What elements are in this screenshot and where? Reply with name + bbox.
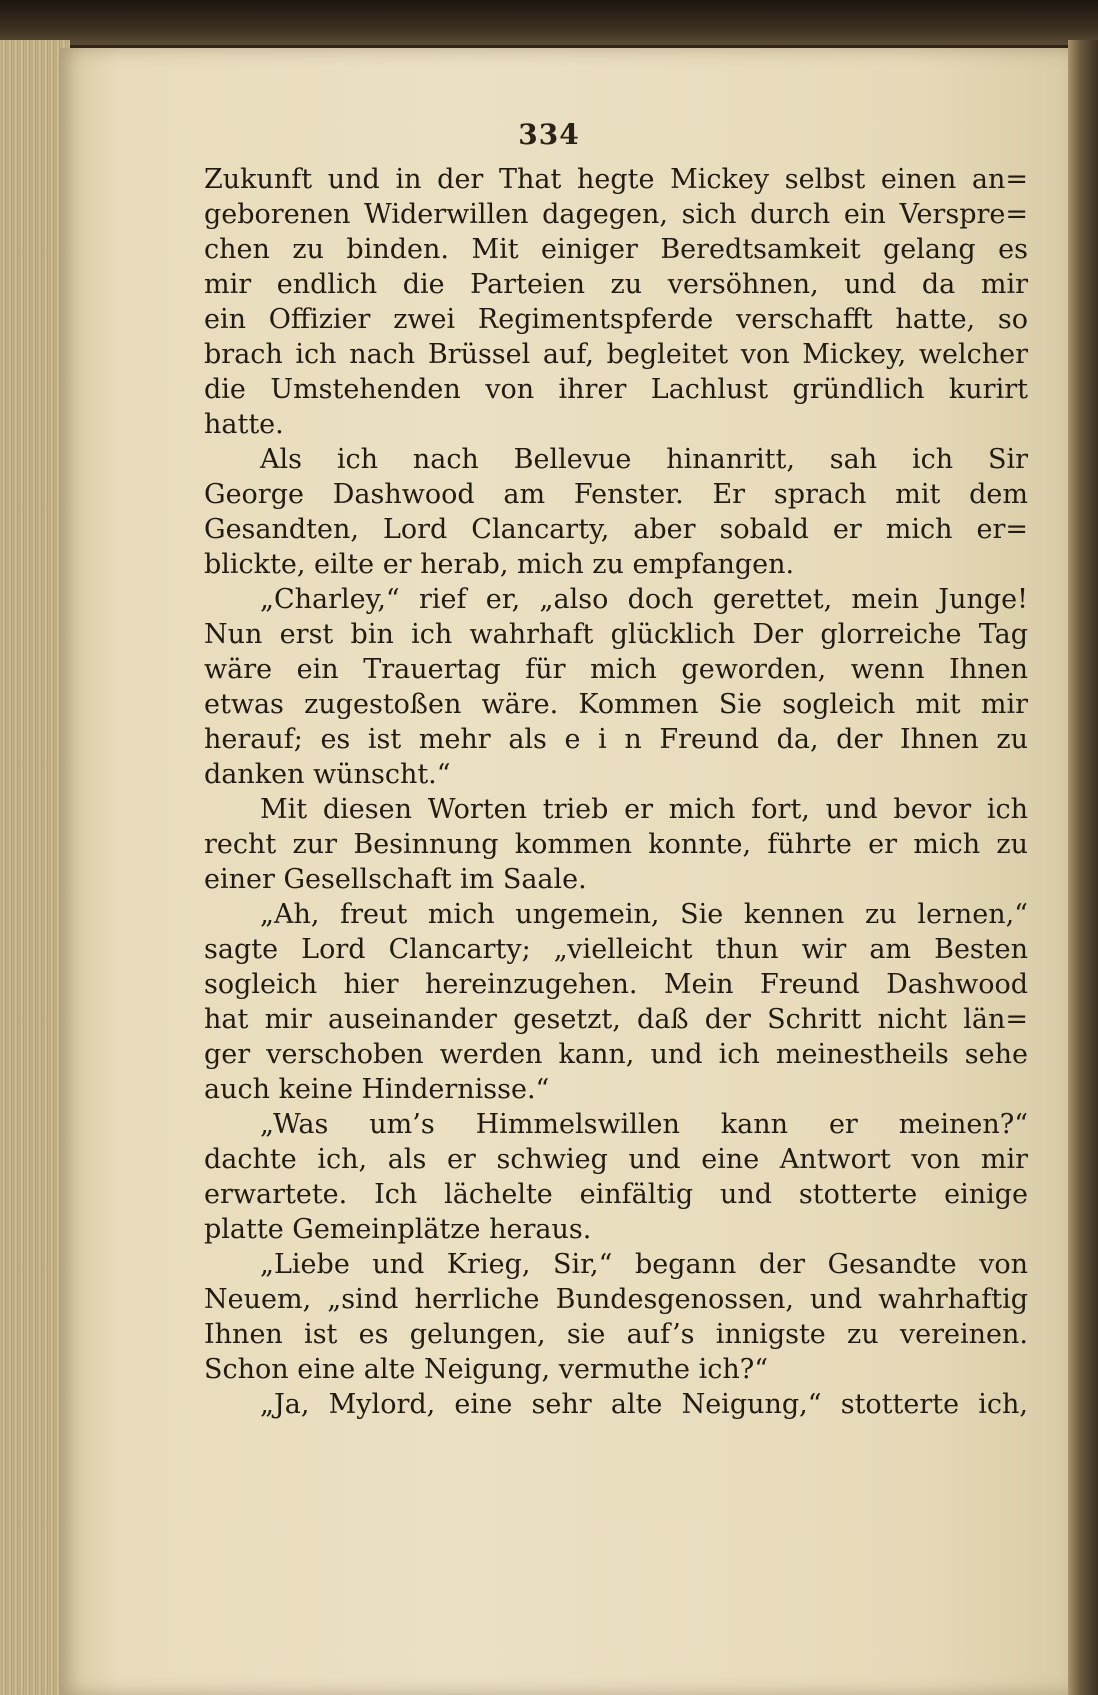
- text-line: einer Gesellschaft im Saale.: [204, 864, 587, 895]
- book-cover-top: [0, 0, 1098, 45]
- text-line: „Ja, Mylord, eine sehr alte Neigung,“ stotterte ich,: [260, 1389, 1028, 1420]
- text-line: mir endlich die Parteien zu versöhnen, und da mir: [204, 269, 1028, 300]
- text-line: hat mir auseinander gesetzt, daß der Schritt nicht län=: [204, 1004, 1028, 1035]
- text-line: Ihnen ist es gelungen, sie auf’s innigste zu vereinen.: [204, 1319, 1028, 1350]
- text-line: blickte, eilte er herab, mich zu empfangen.: [204, 549, 795, 580]
- text-line: recht zur Besinnung kommen konnte, führte er mich zu: [204, 829, 1028, 860]
- text-line: Neuem, „sind herrliche Bundesgenossen, und wahrhaftig: [204, 1284, 1028, 1315]
- text-line: ger verschoben werden kann, und ich meinestheils sehe: [204, 1039, 1028, 1070]
- text-line: George Dashwood am Fenster. Er sprach mit dem: [204, 479, 1028, 510]
- text-line: dachte ich, als er schwieg und eine Antwort von mir: [204, 1144, 1028, 1175]
- text-line: hatte.: [204, 409, 284, 440]
- text-line: Schon eine alte Neigung, vermuthe ich?“: [204, 1354, 769, 1385]
- text-line: brach ich nach Brüssel auf, begleitet von Mickey, welcher: [204, 339, 1028, 370]
- text-line: wäre ein Trauertag für mich geworden, wenn Ihnen: [204, 654, 1028, 685]
- text-line: sogleich hier hereinzugehen. Mein Freund Dashwood: [204, 969, 1028, 1000]
- text-line: „Liebe und Krieg, Sir,“ begann der Gesandte von: [260, 1249, 1028, 1280]
- text-line: herauf; es ist mehr als e i n Freund da, der Ihnen zu: [204, 724, 1028, 755]
- text-line: Zukunft und in der That hegte Mickey selbst einen an=: [204, 164, 1028, 195]
- text-line: danken wünscht.“: [204, 759, 451, 790]
- text-line: „Ah, freut mich ungemein, Sie kennen zu lernen,“: [260, 899, 1028, 930]
- page-text: [204, 162, 1028, 1422]
- text-line: erwartete. Ich lächelte einfältig und stotterte einige: [204, 1179, 1028, 1210]
- text-line: „Was um’s Himmelswillen kann er meinen?“: [260, 1109, 1028, 1140]
- text-line: ein Offizier zwei Regimentspferde verschafft hatte, so: [204, 304, 1028, 335]
- text-line: „Charley,“ rief er, „also doch gerettet, mein Junge!: [260, 584, 1028, 615]
- text-line: Mit diesen Worten trieb er mich fort, und bevor ich: [260, 794, 1028, 825]
- text-line: etwas zugestoßen wäre. Kommen Sie sogleich mit mir: [204, 689, 1028, 720]
- text-line: chen zu binden. Mit einiger Beredtsamkeit gelang es: [204, 234, 1028, 265]
- text-line: geborenen Widerwillen dagegen, sich durch ein Verspre=: [204, 199, 1028, 230]
- text-line: sagte Lord Clancarty; „vielleicht thun wir am Besten: [204, 934, 1028, 965]
- text-line: die Umstehenden von ihrer Lachlust gründlich kurirt: [204, 374, 1028, 405]
- page-number: 334: [518, 118, 580, 151]
- text-line: Als ich nach Bellevue hinanritt, sah ich Sir: [260, 444, 1028, 475]
- text-line: Gesandten, Lord Clancarty, aber sobald er mich er=: [204, 514, 1028, 545]
- text-line: platte Gemeinplätze heraus.: [204, 1214, 592, 1245]
- text-line: auch keine Hindernisse.“: [204, 1074, 550, 1105]
- book-spine-edge: [1068, 40, 1098, 1695]
- text-line: Nun erst bin ich wahrhaft glücklich Der glorreiche Tag: [204, 619, 1028, 650]
